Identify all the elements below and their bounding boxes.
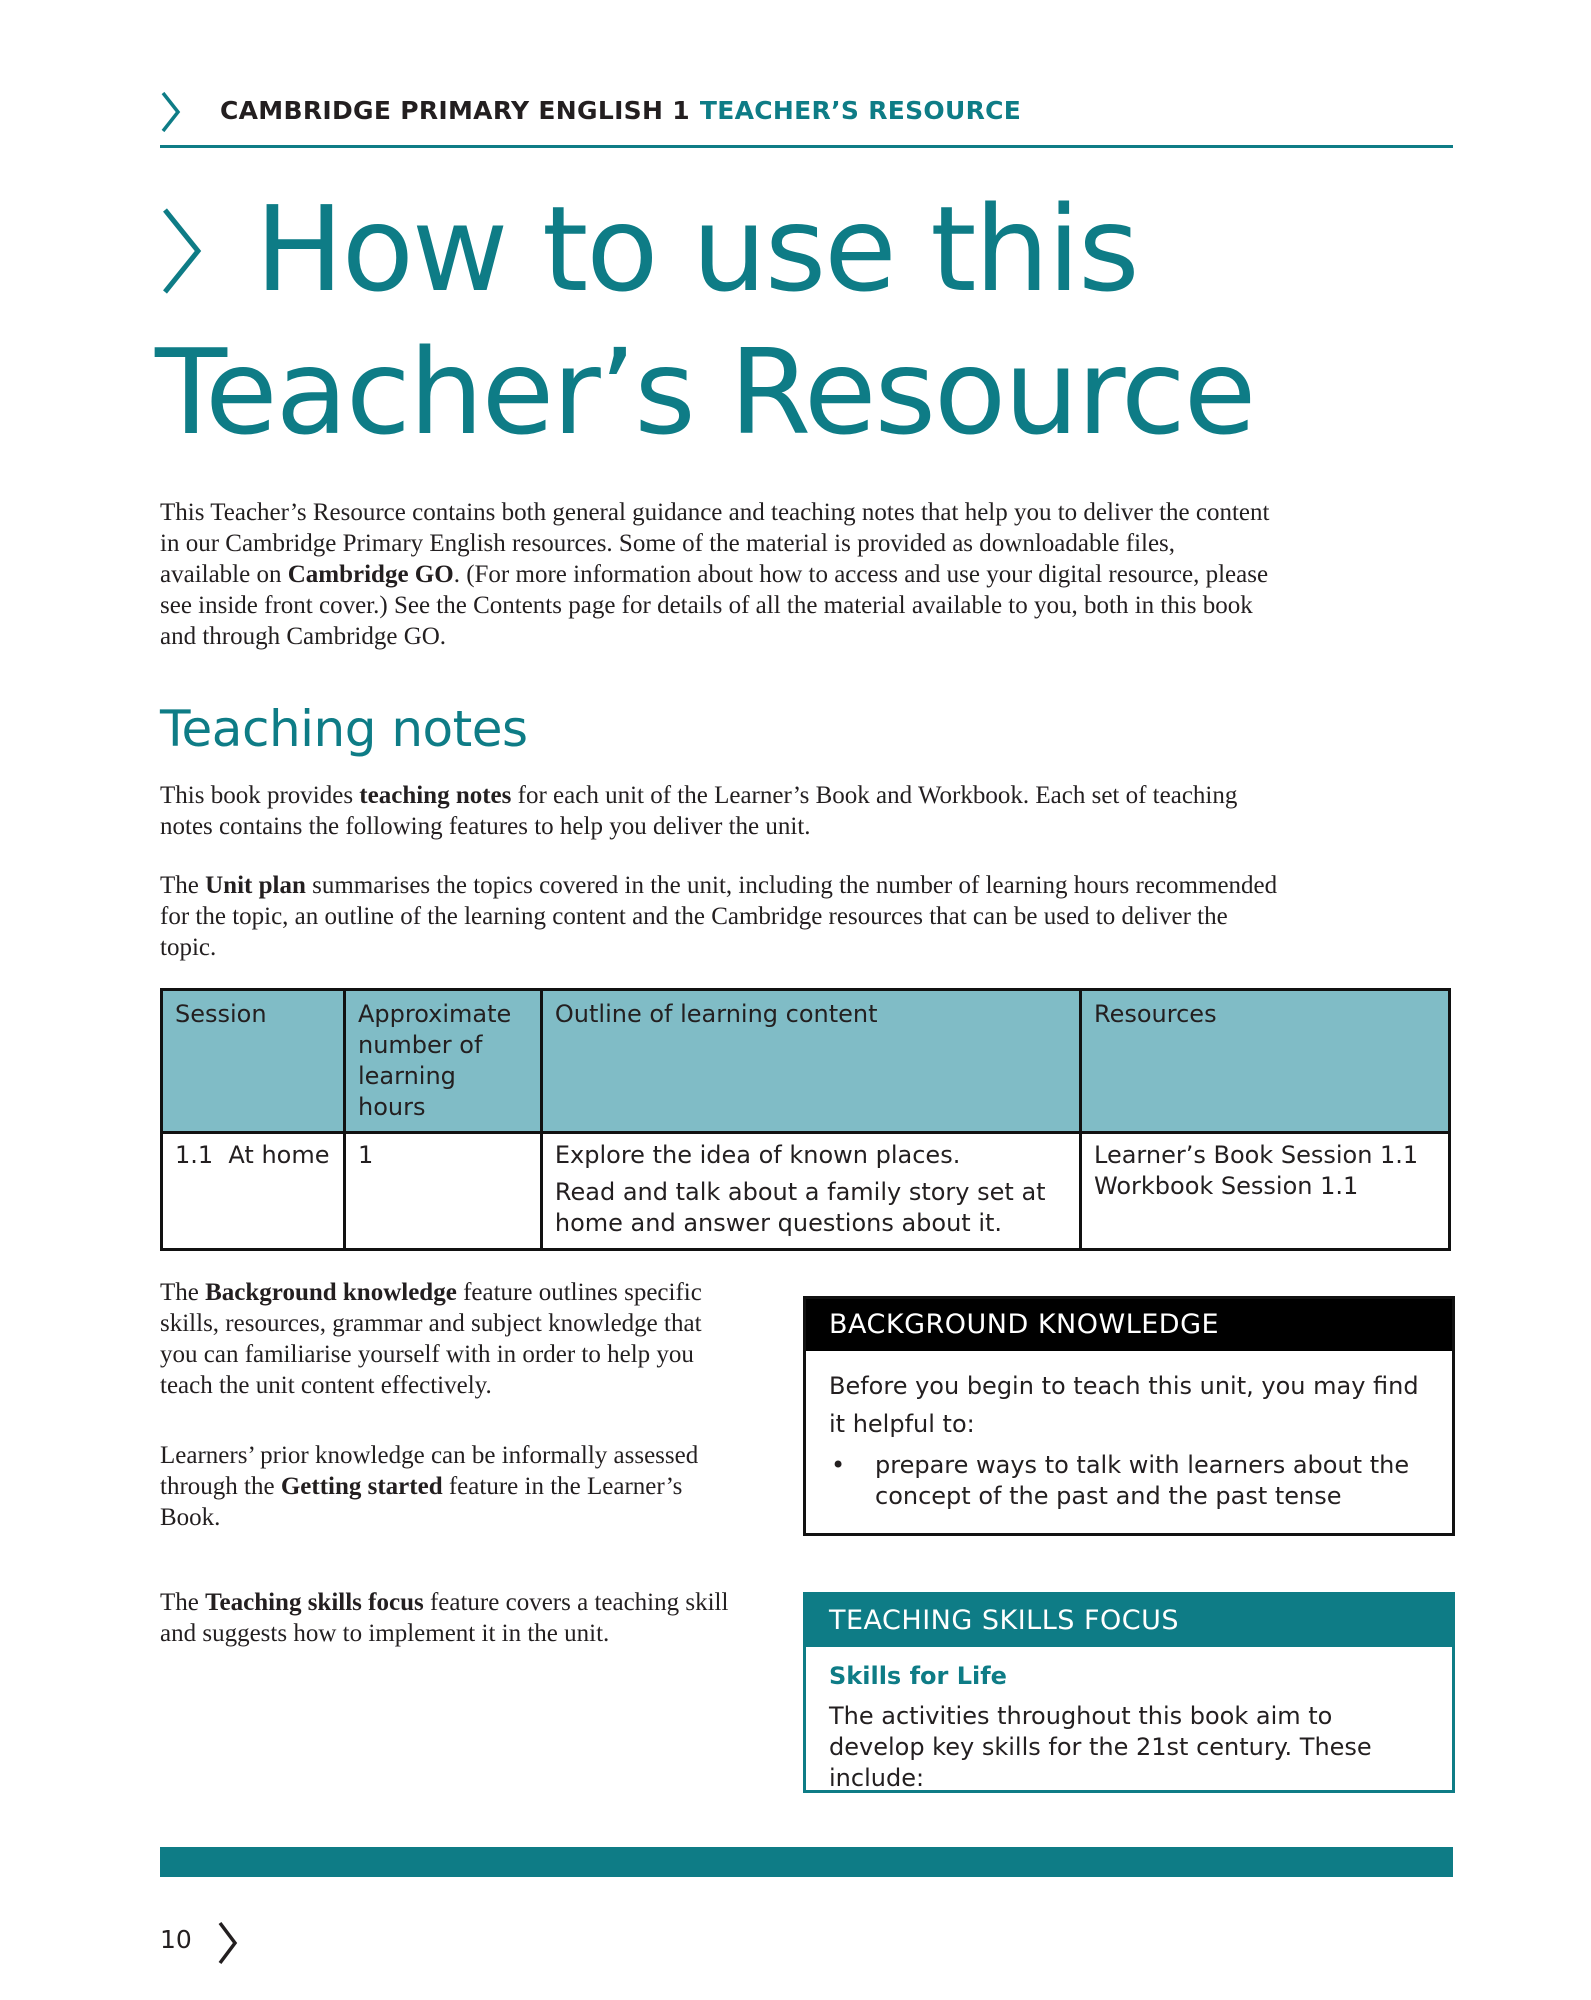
table-header-session: Session: [162, 990, 345, 1133]
text: Learners’ prior knowledge can be informally assessed through the: [160, 1442, 699, 1500]
background-knowledge-box-body: [806, 1351, 1452, 1512]
intro-text-cont: . (For more information about how to access and use your digital resource, please see inside front cover.) See the Contents page for details of all the material available to you, both in this book and through Cambridge GO.: [160, 561, 1269, 650]
footer-bar: [160, 1847, 1453, 1877]
text: feature outlines specific skills, resources, grammar and subject knowledge that you can familiarise yourself with in order to help you teach the unit content effectively.: [160, 1279, 702, 1399]
teaching-notes-paragraph: [160, 780, 1260, 842]
page-number: 10: [160, 1925, 192, 1954]
book-title: CAMBRIDGE PRIMARY ENGLISH 1: [220, 96, 690, 125]
text: summarises the topics covered in the unit, including the number of learning hours recommended for the topic, an outline of the learning content and the Cambridge resources that can be used to deliver the topic.: [160, 872, 1278, 961]
page-title-line-1: How to use this: [255, 180, 1138, 318]
box-text: The activities throughout this book aim to develop key skills for the 21st century. These include:: [829, 1702, 1372, 1792]
bold-term: Background knowledge: [205, 1279, 457, 1306]
table-header-row: [162, 990, 1450, 1133]
table-row: [162, 1133, 1450, 1250]
bold-term: teaching notes: [359, 782, 512, 809]
teaching-notes-heading: Teaching notes: [160, 700, 528, 758]
chevron-right-icon: [217, 1920, 239, 1966]
cambridge-go-link-text: Cambridge GO: [287, 561, 454, 588]
teaching-skills-paragraph: [160, 1587, 770, 1649]
box-subtitle: Skills for Life: [829, 1662, 1007, 1690]
list-item-text: prepare ways to talk with learners about the concept of the past and the past tense: [875, 1451, 1410, 1510]
outline-item: Explore the idea of known places.: [554, 1141, 961, 1169]
teaching-skills-box-title: TEACHING SKILLS FOCUS: [806, 1595, 1452, 1647]
background-knowledge-paragraph: [160, 1277, 720, 1401]
table-header-hours: Approximate number of learning hours: [344, 990, 541, 1133]
box-intro-text: Before you begin to teach this unit, you may find it helpful to:: [829, 1372, 1419, 1438]
header-rule: [160, 145, 1453, 148]
unit-plan-table: [160, 988, 1451, 1251]
bold-term: Unit plan: [205, 872, 306, 899]
chevron-right-icon: [160, 205, 204, 297]
text: feature covers a teaching skill and suggests how to implement it in the unit.: [160, 1589, 729, 1647]
intro-text: This Teacher’s Resource contains both general guidance and teaching notes that help you to deliver the content in our Cambridge Primary English resources. Some of the material is provided as downloadable files, available on: [160, 499, 1270, 588]
resource-item: Learner’s Book Session 1.1: [1094, 1141, 1419, 1169]
resource-item: Workbook Session 1.1: [1094, 1172, 1359, 1200]
section-label: TEACHER’S RESOURCE: [699, 96, 1022, 125]
bold-term: Teaching skills focus: [205, 1589, 424, 1616]
outline-item: Read and talk about a family story set at home and answer questions about it.: [554, 1178, 1046, 1237]
bullet-icon: •: [831, 1451, 846, 1479]
text: This book provides: [160, 782, 360, 809]
text: for each unit of the Learner’s Book and Workbook. Each set of teaching notes contains the following features to help you deliver the unit.: [160, 782, 1238, 840]
page-title-line-2: Teacher’s Resource: [155, 323, 1255, 461]
background-knowledge-box: [803, 1296, 1455, 1536]
teaching-skills-focus-box: [803, 1592, 1455, 1793]
list-item: [829, 1450, 1429, 1512]
background-knowledge-box-title: BACKGROUND KNOWLEDGE: [806, 1299, 1452, 1351]
cell-hours: 1: [344, 1133, 541, 1250]
prior-knowledge-paragraph: [160, 1440, 730, 1533]
unit-plan-paragraph: [160, 870, 1290, 963]
cell-resources: [1081, 1133, 1450, 1250]
text: The: [160, 1589, 206, 1616]
table-header-outline: Outline of learning content: [541, 990, 1080, 1133]
text: The: [160, 872, 206, 899]
cell-session: 1.1 At home: [162, 1133, 345, 1250]
text: feature in the Learner’s Book.: [160, 1473, 683, 1531]
chevron-right-icon: [160, 90, 182, 134]
running-header: [160, 90, 1453, 148]
cell-outline: [541, 1133, 1080, 1250]
intro-paragraph: [160, 497, 1270, 652]
table-header-resources: Resources: [1081, 990, 1450, 1133]
teaching-skills-box-body: [806, 1647, 1452, 1794]
text: The: [160, 1279, 206, 1306]
bold-term: Getting started: [280, 1473, 443, 1500]
running-header-text: [220, 96, 1021, 125]
